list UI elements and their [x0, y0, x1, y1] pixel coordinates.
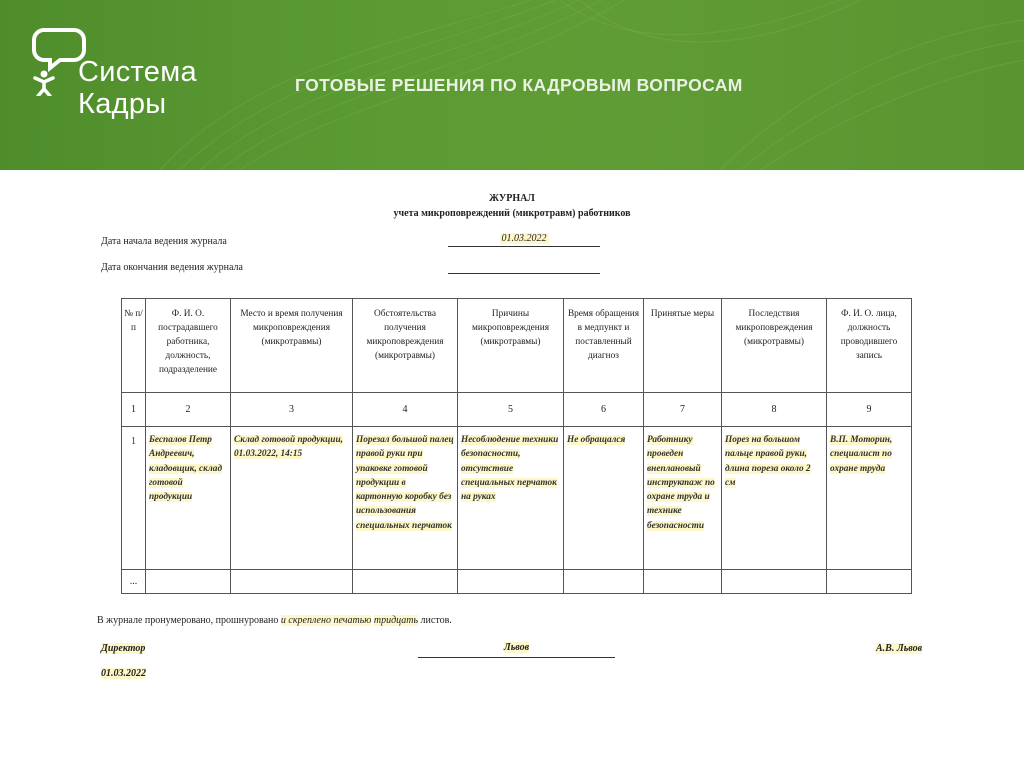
column-number: 6: [564, 393, 644, 427]
column-number: 3: [231, 393, 353, 427]
column-number: 4: [353, 393, 458, 427]
doc-title: ЖУРНАЛ: [489, 193, 535, 204]
logo-line-1: Система: [78, 56, 197, 88]
table-cell: [458, 570, 564, 594]
journal-table: [121, 298, 912, 594]
cell-value: Не обращался: [567, 435, 626, 445]
col-header: Причины микроповреждения (микротравмы): [458, 299, 564, 393]
signer-name: [876, 643, 922, 654]
table-cell: [644, 427, 722, 570]
table-cell: [231, 570, 353, 594]
col-header: Принятые меры: [644, 299, 722, 393]
table-cell: [564, 570, 644, 594]
cell-value: Несоблюдение техники безопасности, отсутствие специальных перчаток на руках: [461, 435, 559, 503]
doc-subtitle: учета микроповреждений (микротравм) работников: [393, 208, 631, 219]
cell-value: Порезал большой палец правой руки при упаковке готовой продукции в картонную коробку без использования специальных перчаток: [356, 435, 454, 531]
table-cell: [827, 570, 912, 594]
col-header: № п/п: [122, 299, 146, 393]
footer-text-highlight-2: тридцать: [373, 615, 419, 626]
footer-statement: [97, 615, 452, 626]
table-row-continuation: [122, 570, 912, 594]
footer-text-start: В журнале пронумеровано, прошнуровано: [97, 615, 281, 626]
table-cell: [827, 427, 912, 570]
start-date-field: [448, 233, 600, 247]
table-cell: [722, 570, 827, 594]
col-header: Место и время получения микроповреждения (микротравмы): [231, 299, 353, 393]
column-number: 8: [722, 393, 827, 427]
table-cell: [353, 570, 458, 594]
sign-date-value: 01.03.2022: [101, 668, 146, 679]
logo-text: [78, 56, 197, 120]
col-header: Ф. И. О. пострадавшего работника, должность, подразделение: [146, 299, 231, 393]
banner-title: ГОТОВЫЕ РЕШЕНИЯ ПО КАДРОВЫМ ВОПРОСАМ: [295, 75, 743, 95]
start-date-label: Дата начала ведения журнала: [101, 236, 227, 247]
table-cell: ...: [122, 570, 146, 594]
signer-position: [101, 643, 145, 654]
table-cell: [458, 427, 564, 570]
column-number: 7: [644, 393, 722, 427]
cell-value: Работнику проведен внеплановый инструктаж по охране труда и технике безопасности: [647, 435, 715, 531]
end-date-label: Дата окончания ведения журнала: [101, 262, 243, 273]
table-cell: [146, 427, 231, 570]
column-number: 5: [458, 393, 564, 427]
signature-line: [418, 642, 615, 658]
cell-value: В.П. Моторин, специалист по охране труда: [830, 435, 893, 474]
column-number: 2: [146, 393, 231, 427]
start-date-value: 01.03.2022: [501, 233, 547, 244]
table-cell: [231, 427, 353, 570]
cell-value: Склад готовой продукции, 01.03.2022, 14:15: [234, 435, 343, 460]
header-row: [122, 299, 912, 393]
column-number: 9: [827, 393, 912, 427]
table-cell: [146, 570, 231, 594]
signer-position-value: Директор: [101, 643, 146, 654]
cell-value: Беспалов Петр Андреевич, кладовщик, склад готовой продукции: [149, 435, 223, 503]
table-cell: [644, 570, 722, 594]
header-banner: [0, 0, 1024, 170]
table-cell: [353, 427, 458, 570]
sign-date: [101, 668, 146, 679]
table-cell: [722, 427, 827, 570]
column-number: 1: [122, 393, 146, 427]
table-cell: 1: [122, 427, 146, 570]
col-header: Обстоятельства получения микроповреждения (микротравмы): [353, 299, 458, 393]
footer-text-highlight-1: и скреплено печатью: [280, 615, 372, 626]
signature-value: Львов: [503, 642, 530, 653]
end-date-field: [448, 260, 600, 274]
table-cell: [564, 427, 644, 570]
column-number-row: [122, 393, 912, 427]
cell-value: Порез на большом пальце правой руки, длина пореза около 2 см: [725, 435, 811, 488]
signer-name-value: А.В. Львов: [876, 643, 923, 654]
table-row: [122, 427, 912, 570]
col-header: Последствия микроповреждения (микротравмы): [722, 299, 827, 393]
col-header: Ф. И. О. лица, должность проводившего запись: [827, 299, 912, 393]
footer-text-end: листов.: [418, 615, 452, 626]
journal-document: [0, 170, 1024, 769]
col-header: Время обращения в медпункт и поставленный диагноз: [564, 299, 644, 393]
logo-line-2: Кадры: [78, 88, 167, 120]
